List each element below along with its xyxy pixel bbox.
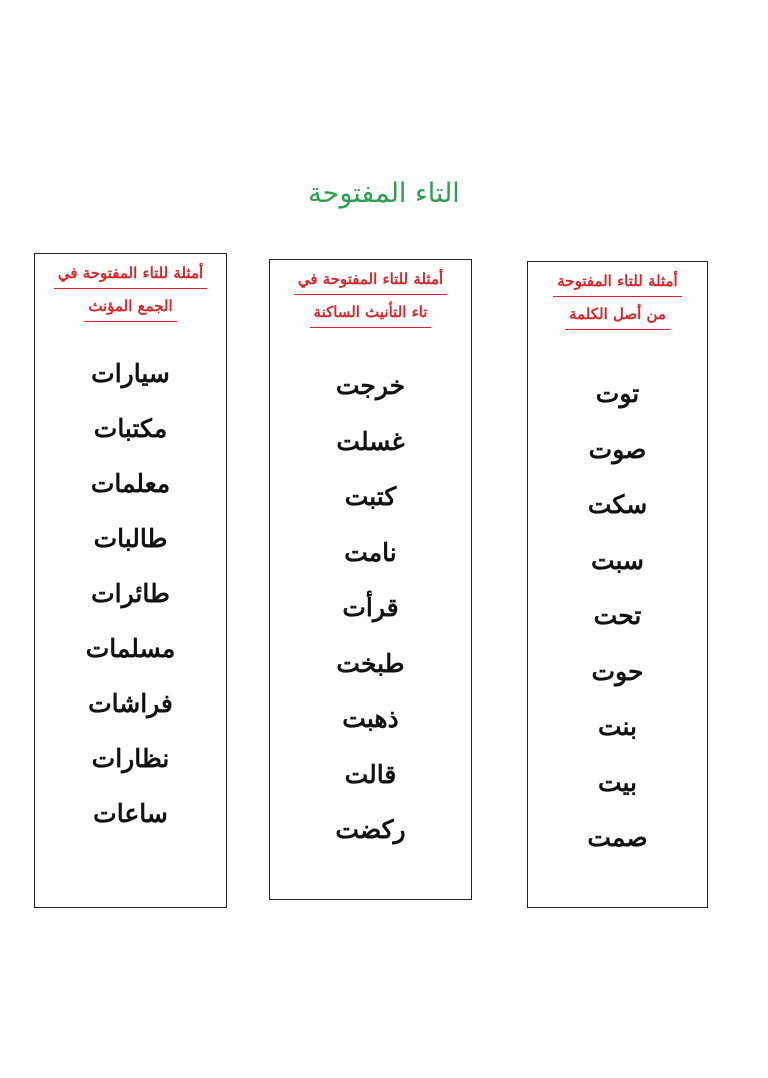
word-item: غسلت — [336, 426, 405, 456]
word-item: صمت — [587, 823, 648, 852]
word-item: معلمات — [90, 469, 171, 498]
word-list — [528, 366, 707, 866]
column-header — [35, 254, 226, 322]
word-item: قالت — [344, 759, 397, 789]
word-item: صوت — [588, 434, 647, 464]
word-item: قرأت — [342, 593, 399, 622]
word-item: كتبت — [344, 482, 397, 511]
column-feminine-ta — [269, 259, 472, 900]
word-item: خرجت — [335, 371, 406, 400]
word-item: ركضت — [335, 815, 406, 844]
column-header-line-1: أمثلة للتاء المفتوحة في — [294, 270, 447, 295]
page-title: التاء المفتوحة — [308, 178, 460, 209]
word-item: طالبات — [93, 524, 168, 553]
word-item: حوت — [591, 656, 644, 686]
column-header — [270, 260, 471, 328]
word-item: طائرات — [91, 579, 170, 608]
word-item: مكتبات — [93, 414, 168, 443]
column-header — [528, 262, 707, 330]
column-header-line-2: تاء التأنيث الساكنة — [310, 303, 432, 328]
word-item: ذهبت — [342, 704, 399, 733]
word-item: نظارات — [91, 744, 170, 773]
word-list — [270, 358, 471, 858]
word-item: بيت — [597, 767, 638, 797]
word-item: فراشات — [88, 689, 173, 718]
column-header-line-1: أمثلة للتاء المفتوحة في — [54, 264, 207, 289]
word-item: سبت — [590, 545, 645, 575]
column-root-word — [527, 261, 708, 908]
word-item: بنت — [597, 712, 638, 741]
word-item: تحت — [593, 601, 642, 630]
word-item: سيارات — [91, 359, 170, 388]
column-header-line-2: الجمع المؤنث — [84, 297, 176, 322]
word-item: توت — [595, 379, 640, 408]
column-header-line-1: أمثلة للتاء المفتوحة — [553, 272, 681, 297]
word-list — [35, 346, 226, 841]
word-item: سكت — [587, 490, 648, 519]
word-item: نامت — [344, 537, 397, 567]
word-item: ساعات — [93, 799, 168, 828]
word-item: مسلمات — [85, 634, 176, 663]
column-header-line-2: من أصل الكلمة — [565, 305, 670, 330]
word-item: طبخت — [336, 648, 405, 678]
column-feminine-plural — [34, 253, 227, 908]
